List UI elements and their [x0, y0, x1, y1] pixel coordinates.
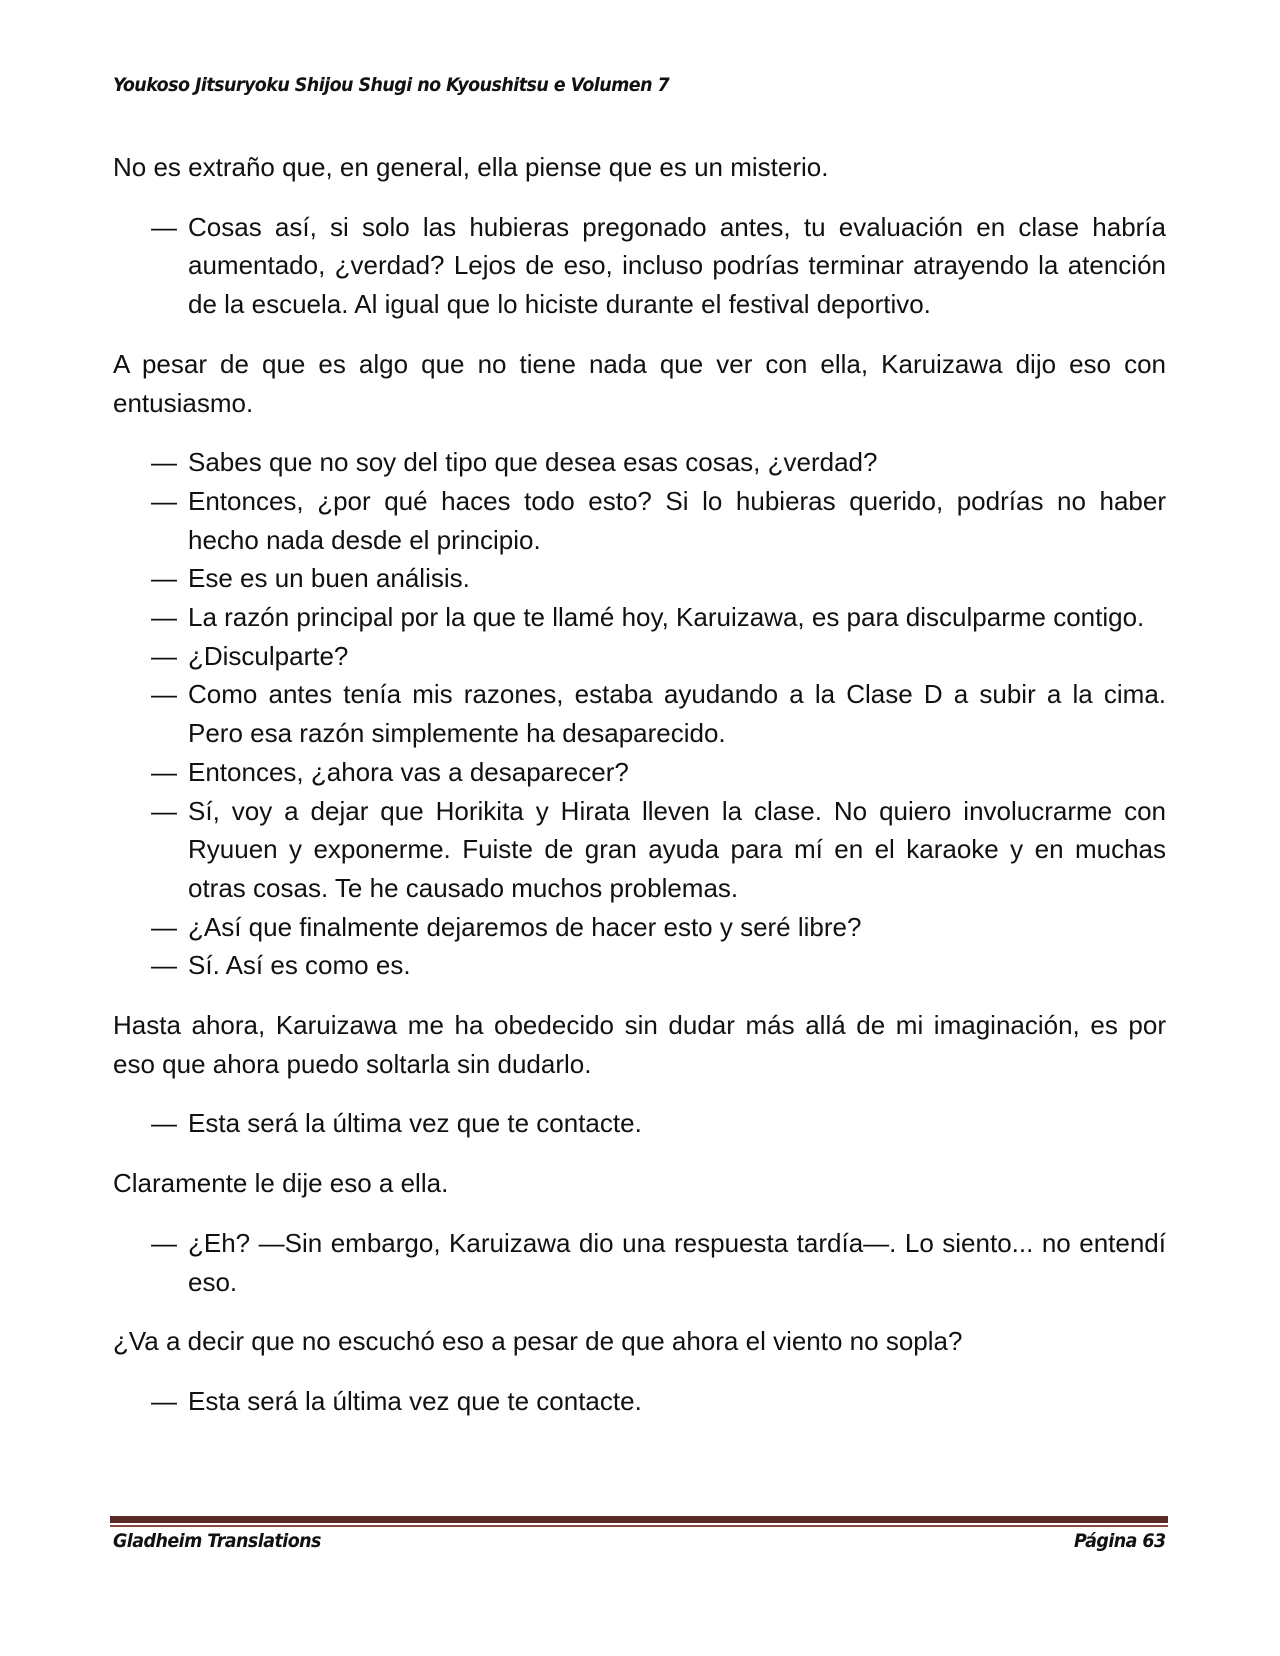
footer-translator: Gladheim Translations	[113, 1530, 321, 1552]
dialogue-line	[113, 1104, 1166, 1143]
dialogue-line	[113, 946, 1166, 985]
narration-paragraph: Hasta ahora, Karuizawa me ha obedecido sin dudar más allá de mi imaginación, es por eso que ahora puedo soltarla sin dudarlo.	[113, 1010, 1166, 1079]
dialogue-text: Esta será la última vez que te contacte.	[188, 1385, 642, 1416]
dialogue-text: La razón principal por la que te llamé hoy, Karuizawa, es para disculparme contigo.	[188, 602, 1145, 633]
dialogue-dash: —	[151, 640, 177, 671]
dialogue-text: Entonces, ¿por qué haces todo esto? Si lo hubieras querido, podrías no haber hecho nada desde el principio.	[188, 485, 1166, 555]
narration-paragraph: A pesar de que es algo que no tiene nada que ver con ella, Karuizawa dijo eso con entusiasmo.	[113, 348, 1166, 418]
page-body	[113, 148, 1166, 1442]
dialogue-dash: —	[151, 447, 177, 478]
dialogue-text: Sí. Así es como es.	[188, 950, 411, 981]
dialogue-text: ¿Eh? —Sin embargo, Karuizawa dio una respuesta tardía—. Lo siento... no entendí eso.	[188, 1227, 1166, 1297]
dialogue-group	[113, 1224, 1166, 1301]
dialogue-line	[113, 675, 1166, 752]
narration-paragraph: ¿Va a decir que no escuchó eso a pesar de que ahora el viento no sopla?	[113, 1326, 963, 1357]
dialogue-line	[113, 598, 1166, 637]
dialogue-text: ¿Así que finalmente dejaremos de hacer esto y seré libre?	[188, 911, 862, 942]
dialogue-line	[113, 482, 1166, 559]
dialogue-dash: —	[151, 211, 177, 242]
footer-rule	[110, 1516, 1168, 1523]
dialogue-text: Entonces, ¿ahora vas a desaparecer?	[188, 756, 629, 787]
dialogue-line	[113, 208, 1166, 324]
dialogue-group	[113, 443, 1166, 985]
dialogue-dash: —	[151, 679, 177, 710]
dialogue-group	[113, 1382, 1166, 1421]
dialogue-line	[113, 908, 1166, 947]
page-number: Página 63	[1074, 1530, 1166, 1552]
dialogue-line	[113, 1224, 1166, 1301]
dialogue-dash: —	[151, 602, 177, 633]
dialogue-text: Sí, voy a dejar que Horikita y Hirata lleven la clase. No quiero involucrarme con Ryuuen y exponerme. Fuiste de gran ayuda para mí en el karaoke y en muchas otras cosas. Te he causado muchos problemas.	[188, 795, 1166, 903]
dialogue-group	[113, 208, 1166, 324]
dialogue-dash: —	[151, 485, 177, 516]
dialogue-text: Esta será la última vez que te contacte.	[188, 1108, 642, 1139]
dialogue-text: Sabes que no soy del tipo que desea esas cosas, ¿verdad?	[188, 447, 878, 478]
dialogue-line	[113, 637, 1166, 676]
dialogue-line	[113, 792, 1166, 908]
dialogue-line	[113, 753, 1166, 792]
dialogue-text: ¿Disculparte?	[188, 640, 349, 671]
dialogue-line	[113, 443, 1166, 482]
dialogue-text: Como antes tenía mis razones, estaba ayudando a la Clase D a subir a la cima. Pero esa razón simplemente ha desaparecido.	[188, 679, 1166, 749]
dialogue-dash: —	[151, 950, 177, 981]
dialogue-dash: —	[151, 1385, 177, 1416]
dialogue-line	[113, 1382, 1166, 1421]
narration-paragraph: No es extraño que, en general, ella piense que es un misterio.	[113, 152, 829, 182]
dialogue-line	[113, 559, 1166, 598]
footer-rule-thin	[110, 1525, 1168, 1527]
dialogue-dash: —	[151, 1227, 177, 1258]
narration-paragraph: Claramente le dije eso a ella.	[113, 1168, 449, 1199]
dialogue-group	[113, 1104, 1166, 1143]
dialogue-dash: —	[151, 756, 177, 787]
dialogue-text: Cosas así, si solo las hubieras pregonado antes, tu evaluación en clase habría aumentado, ¿verdad? Lejos de eso, incluso podrías terminar atrayendo la atención de la escuela. Al igual que lo hiciste durante el festival deportivo.	[188, 211, 1166, 320]
dialogue-dash: —	[151, 563, 177, 594]
dialogue-dash: —	[151, 1108, 177, 1139]
dialogue-dash: —	[151, 911, 177, 942]
running-header: Youkoso Jitsuryoku Shijou Shugi no Kyoushitsu e Volumen 7	[113, 74, 670, 96]
dialogue-dash: —	[151, 795, 177, 826]
dialogue-text: Ese es un buen análisis.	[188, 563, 470, 594]
